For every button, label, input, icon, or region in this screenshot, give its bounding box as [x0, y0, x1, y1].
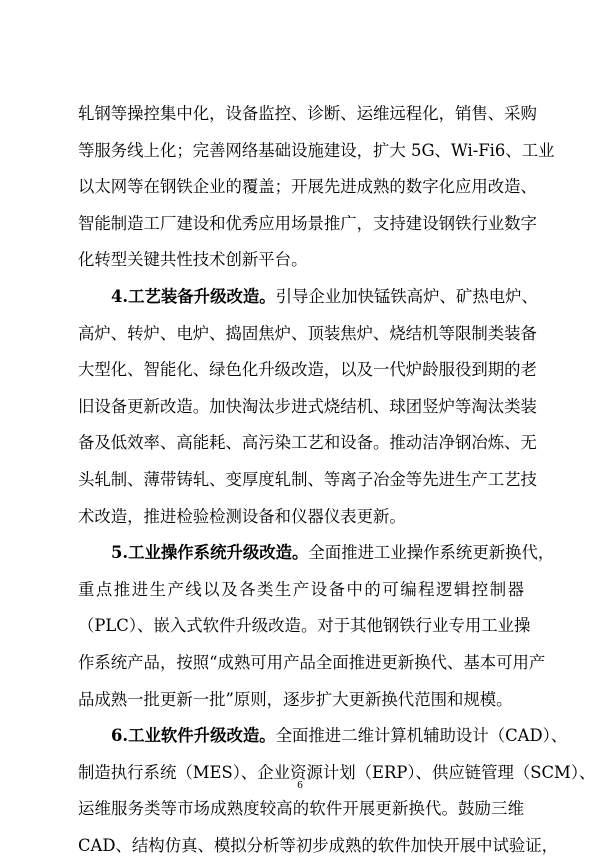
section-heading: 5.工业操作系统升级改造。: [111, 543, 309, 563]
text-line: （PLC）、嵌入式软件升级改造。对于其他钢铁行业专用工业操: [78, 616, 531, 636]
text-line: 作系统产品，按照“成熟可用产品全面推进更新换代、基本可用产: [78, 652, 546, 672]
text-span: 引导企业加快锰铁高炉、矿热电炉、: [275, 286, 538, 306]
section-heading: 4.工艺装备升级改造。: [111, 286, 276, 306]
text-line: 术改造，推进检验检测设备和仪器仪表更新。: [78, 506, 406, 526]
text-line: 品成熟一批更新一批”原则，逐步扩大更新换代范围和规模。: [78, 689, 513, 709]
paragraph-digital: [78, 96, 555, 279]
text-line: 等服务线上化；完善网络基础设施建设，扩大 5G、Wi-Fi6、工业: [78, 140, 555, 160]
text-line: 运维服务类等市场成熟度较高的软件开展更新换代。鼓励三维: [78, 799, 524, 819]
text-line: 大型化、智能化、绿色化升级改造，以及一代炉龄服役到期的老: [78, 360, 537, 380]
paragraph-software: [78, 718, 596, 864]
page-number: 6: [297, 779, 303, 791]
section-heading: 6.工业软件升级改造。: [111, 726, 276, 746]
body-text: [78, 96, 596, 864]
text-line: CAD、结构仿真、模拟分析等初步成熟的软件加快开展中试验证，: [78, 835, 559, 855]
text-line: 智能制造工厂建设和优秀应用场景推广，支持建设钢铁行业数字: [78, 213, 537, 233]
paragraph-os: [78, 535, 555, 718]
text-line: 旧设备更新改造。加快淘汰步进式烧结机、球团竖炉等淘汰类装: [78, 396, 537, 416]
text-line: 以太网等在钢铁企业的覆盖；开展先进成熟的数字化应用改造、: [78, 177, 537, 197]
text-line: 高炉、转炉、电炉、捣固焦炉、顶装焦炉、烧结机等限制类装备: [78, 323, 537, 343]
text-span: 全面推进二维计算机辅助设计（CAD）、: [275, 726, 568, 746]
text-line: 备及低效率、高能耗、高污染工艺和设备。推动洁净钢冶炼、无: [78, 433, 537, 453]
text-line: 化转型关键共性技术创新平台。: [78, 250, 308, 270]
text-line: 重点推进生产线以及各类生产设备中的可编程逻辑控制器: [78, 579, 524, 599]
text-span: 全面推进工业操作系统更新换代，: [308, 543, 555, 563]
text-line: [78, 279, 538, 316]
text-line: 轧钢等操控集中化，设备监控、诊断、运维远程化，销售、采购: [78, 104, 537, 123]
text-line: [78, 718, 568, 755]
text-line: 头轧制、薄带铸轧、变厚度轧制、等离子冶金等先进生产工艺技: [78, 469, 537, 489]
text-line: [78, 535, 555, 572]
text-line: 制造执行系统（MES）、企业资源计划（ERP）、供应链管理（SCM）、: [78, 762, 596, 782]
paragraph-equipment: [78, 279, 538, 535]
